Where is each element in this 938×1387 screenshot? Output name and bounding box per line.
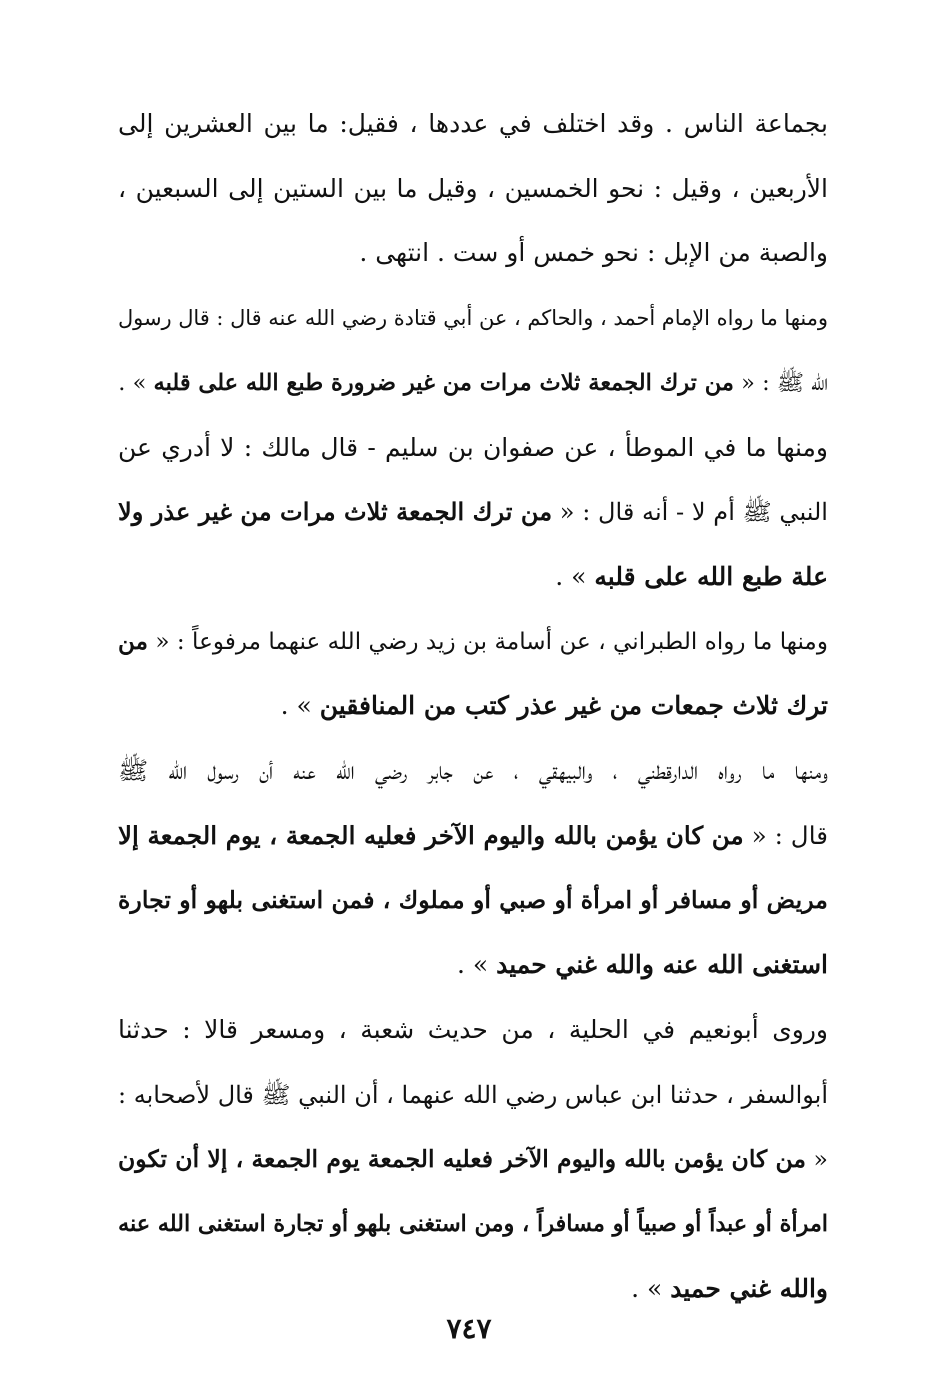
text-line <box>118 221 828 286</box>
narration-text: » . <box>457 950 497 980</box>
text-line <box>118 1127 828 1192</box>
narration-text: الأربعين ، وقيل : نحو الخمسين ، وقيل ما بين الستين إلى السبعين ، <box>118 173 828 203</box>
text-line <box>118 1063 828 1128</box>
paragraph <box>118 92 828 286</box>
narration-text: وروى أبونعيم في الحلية ، من حديث شعبة ، ومسعر قالا : حدثنا <box>118 1014 828 1044</box>
narration-text: والصبة من الإبل : نحو خمس أو ست . انتهى . <box>359 238 828 268</box>
paragraph <box>118 739 828 998</box>
text-line <box>118 1192 828 1257</box>
narration-text: » . <box>631 1273 671 1303</box>
narration-text: بجماعة الناس . وقد اختلف في عددها ، فقيل: ما بين العشرين إلى <box>118 109 828 138</box>
text-line <box>118 545 828 610</box>
narration-text: قال : « <box>743 820 828 850</box>
text-line <box>118 998 828 1063</box>
hadith-text: من ترك الجمعة ثلاث مرات من غير ضرورة طبع الله على قلبه <box>153 369 734 396</box>
hadith-text: امرأة أو عبداً أو صبياً أو مسافراً ، ومن استغنى بلهو أو تجارة استغنى الله عنه <box>118 1210 828 1237</box>
hadith-text: من ترك الجمعة ثلاث مرات من غير عذر ولا <box>118 497 553 527</box>
hadith-text: والله غني حميد <box>670 1273 828 1303</box>
text-line <box>118 804 828 869</box>
paragraph <box>118 286 828 415</box>
hadith-text: علة طبع الله على قلبه <box>594 561 828 591</box>
text-line <box>118 92 828 157</box>
hadith-text: ترك ثلاث جمعات من غير عذر كتب من المنافقين <box>319 691 828 721</box>
narration-text: » . <box>280 691 320 721</box>
text-line <box>118 674 828 739</box>
narration-text: ومنها ما رواه الدارقطني ، والبيهقي ، عن جابر رضي الله عنه أن رسول الله ﷺ <box>118 756 828 786</box>
hadith-text: استغنى الله عنه والله غني حميد <box>496 950 828 980</box>
narration-text: أبوالسفر ، حدثنا ابن عباس رضي الله عنهما ، أن النبي ﷺ قال لأصحابه : <box>118 1080 828 1109</box>
text-line <box>118 933 828 998</box>
narration-text: ومنها ما رواه الإمام أحمد ، والحاكم ، عن أبي قتادة رضي الله عنه قال : قال رسول <box>118 306 828 331</box>
text-line <box>118 868 828 933</box>
narration-text: ومنها ما في الموطأ ، عن صفوان بن سليم - قال مالك : لا أدري عن <box>118 432 828 462</box>
narration-text: » . <box>118 369 154 396</box>
paragraph <box>118 416 828 610</box>
text-line <box>118 480 828 545</box>
page-number: ٧٤٧ <box>446 1312 492 1345</box>
paragraph <box>118 610 828 739</box>
hadith-text: من <box>118 627 148 655</box>
hadith-text: مريض أو مسافر أو امرأة أو صبي أو مملوك ، فمن استغنى بلهو أو تجارة <box>118 886 828 915</box>
text-line <box>118 416 828 481</box>
narration-text: ومنها ما رواه الطبراني ، عن أسامة بن زيد رضي الله عنهما مرفوعاً : « <box>148 628 828 655</box>
text-line <box>118 157 828 222</box>
text-line <box>118 739 828 804</box>
narration-text: الله ﷺ : « <box>733 369 828 396</box>
text-line <box>118 610 828 675</box>
hadith-text: من كان يؤمن بالله واليوم الآخر فعليه الجمعة ، يوم الجمعة إلا <box>118 820 744 850</box>
narration-text: « <box>806 1145 828 1174</box>
text-line <box>118 351 828 416</box>
text-line <box>118 286 828 351</box>
paragraph <box>118 998 828 1322</box>
body-text <box>118 92 828 1321</box>
narration-text: النبي ﷺ أم لا - أنه قال : « <box>552 498 828 527</box>
narration-text: » . <box>555 561 595 591</box>
hadith-text: من كان يؤمن بالله واليوم الآخر فعليه الجمعة يوم الجمعة ، إلا أن تكون <box>117 1145 807 1174</box>
